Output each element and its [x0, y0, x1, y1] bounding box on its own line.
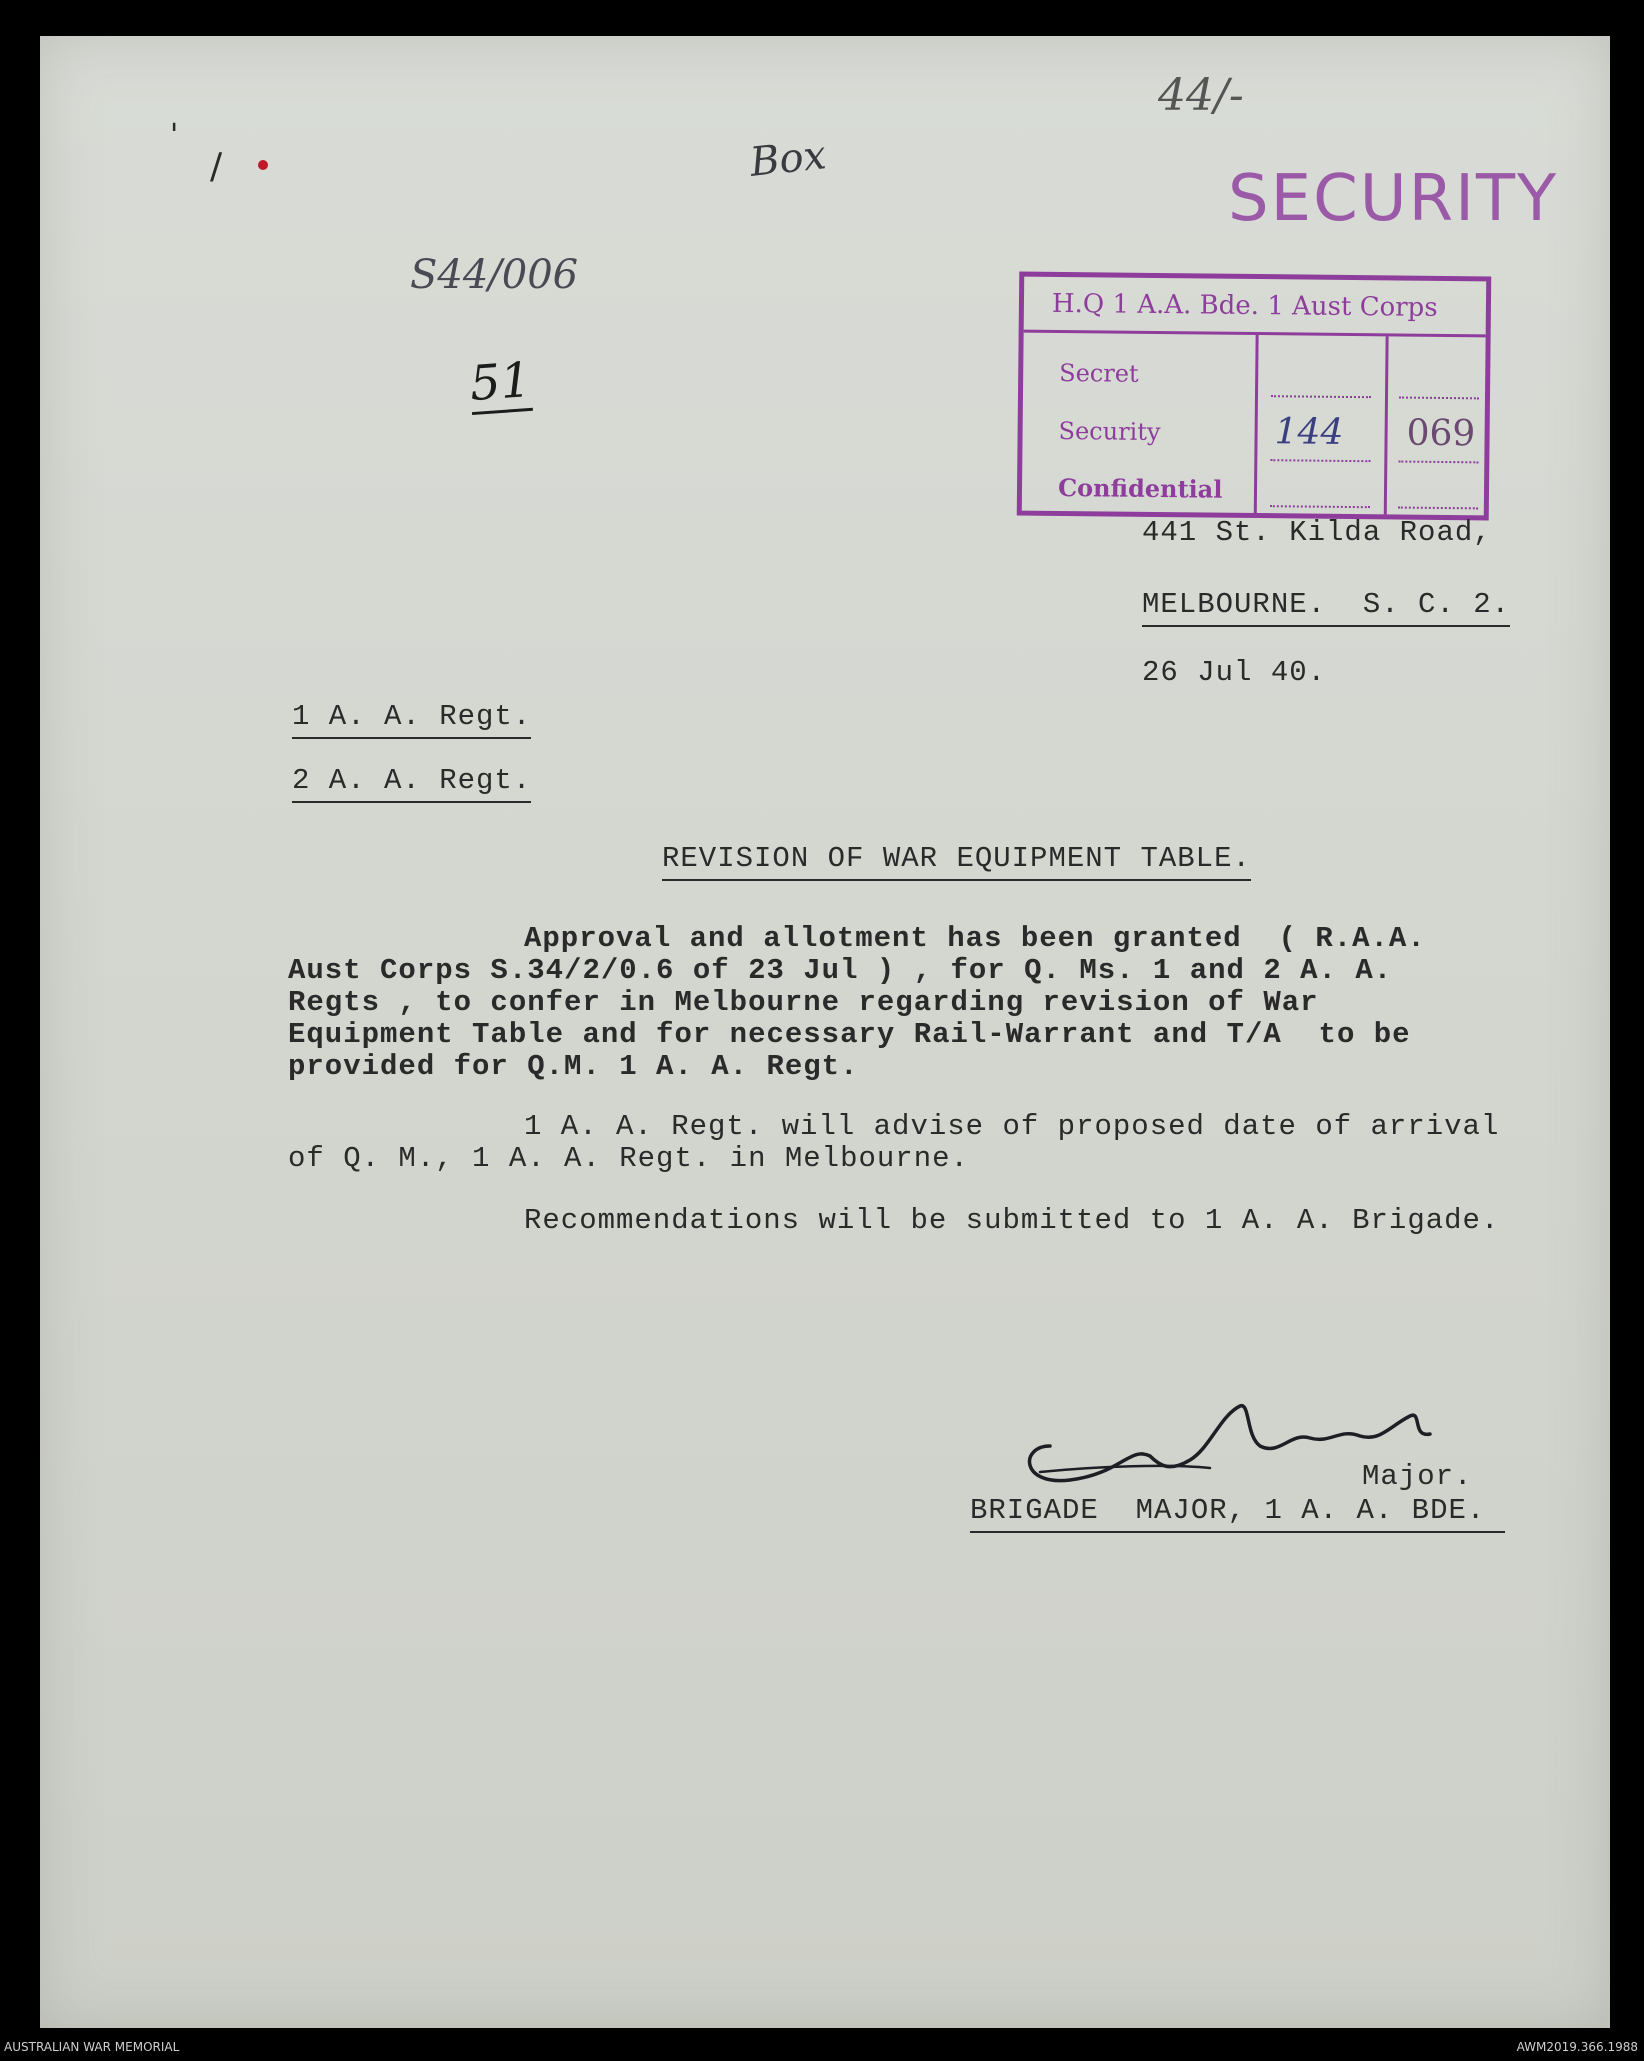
ink-mark: / — [210, 146, 223, 187]
signature-title: BRIGADE MAJOR, 1 A. A. BDE. — [970, 1494, 1505, 1533]
body-line: Regts , to confer in Melbourne regarding revision of War — [288, 986, 1319, 1019]
handwritten-folio: 51 — [468, 352, 533, 415]
stamp-dotted-line — [1270, 505, 1370, 508]
body-line: provided for Q.M. 1 A. A. Regt. — [288, 1050, 859, 1083]
recipient-1: 1 A. A. Regt. — [292, 700, 531, 739]
stamp-dotted-line — [1398, 507, 1478, 510]
address-city: MELBOURNE. S. C. 2. — [1142, 588, 1510, 627]
letter-date: 26 Jul 40. — [1142, 656, 1327, 689]
document-page — [40, 36, 1610, 2028]
stamp-divider — [1384, 336, 1389, 514]
stamp-security: Security — [1058, 416, 1161, 447]
security-stamp: SECURITY — [1228, 162, 1559, 236]
body-line: Approval and allotment has been granted ( R.A.A. — [524, 922, 1426, 955]
address-street: 441 St. Kilda Road, — [1142, 516, 1492, 549]
handwritten-amount: 44/- — [1158, 70, 1244, 121]
stamp-dotted-line — [1398, 461, 1478, 464]
body-line: 1 A. A. Regt. will advise of proposed date of arrival — [524, 1110, 1500, 1143]
body-line: Aust Corps S.34/2/0.6 of 23 Jul ) , for Q. Ms. 1 and 2 A. A. — [288, 954, 1393, 987]
signature-rank: Major. — [1362, 1460, 1473, 1493]
stamp-dotted-line — [1399, 397, 1479, 400]
subject-line: REVISION OF WAR EQUIPMENT TABLE. — [662, 842, 1251, 881]
stamp-divider — [1254, 335, 1259, 513]
stamp-confidential: Confidential — [1057, 472, 1223, 504]
footer-archive-name: AUSTRALIAN WAR MEMORIAL — [4, 2040, 180, 2054]
handwritten-box-note: Box — [747, 132, 829, 186]
red-dot — [258, 160, 268, 170]
stamp-dotted-line — [1270, 459, 1370, 462]
body-line: Equipment Table and for necessary Rail-Warrant and T/A to be — [288, 1018, 1411, 1051]
stamp-secret: Secret — [1059, 358, 1139, 388]
ink-mark: ' — [170, 118, 179, 153]
handwritten-file-ref: S44/006 — [410, 252, 579, 298]
footer-archive-id: AWM2019.366.1988 — [1516, 2040, 1638, 2054]
stamp-dotted-line — [1271, 395, 1371, 398]
classification-stamp — [1017, 272, 1492, 521]
recipient-2: 2 A. A. Regt. — [292, 764, 531, 803]
stamp-unit: H.Q 1 A.A. Bde. 1 Aust Corps — [1024, 277, 1487, 338]
stamp-number-handwritten: 144 — [1274, 411, 1344, 453]
body-line: of Q. M., 1 A. A. Regt. in Melbourne. — [288, 1142, 969, 1175]
stamp-number: 069 — [1406, 412, 1476, 455]
body-line: Recommendations will be submitted to 1 A. A. Brigade. — [524, 1204, 1500, 1237]
